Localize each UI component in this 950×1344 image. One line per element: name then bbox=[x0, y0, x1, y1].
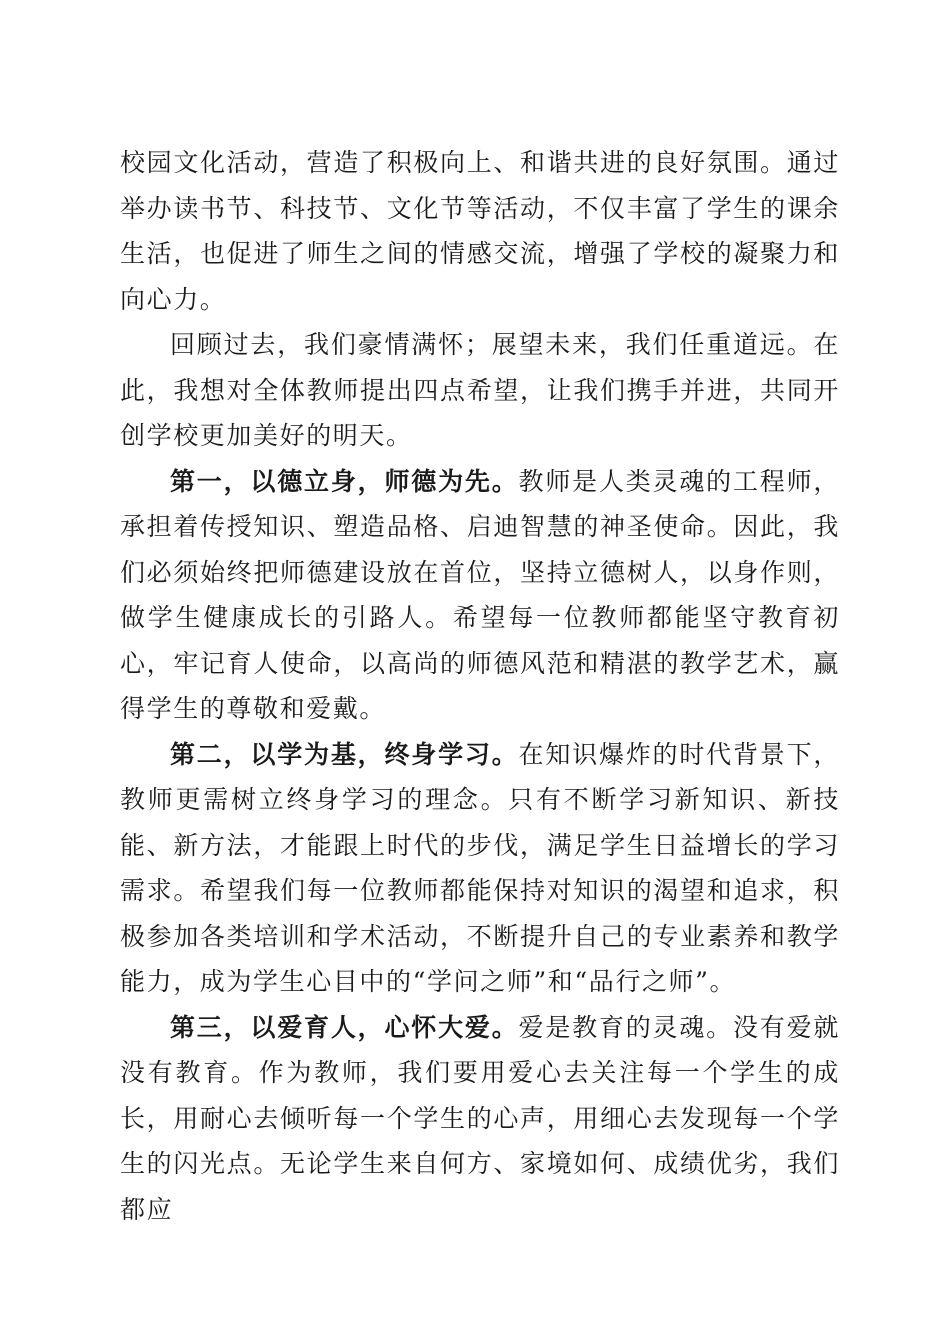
paragraph-2 bbox=[120, 322, 840, 459]
document-body bbox=[120, 140, 840, 1232]
paragraph-1 bbox=[120, 140, 840, 322]
paragraph-3-lead: 第一，以德立身，师德为先。 bbox=[170, 466, 519, 496]
paragraph-4 bbox=[120, 732, 840, 1005]
paragraph-1-text: 校园文化活动，营造了积极向上、和谐共进的良好氛围。通过举办读书节、科技节、文化节等活动，不仅丰富了学生的课余生活，也促进了师生之间的情感交流，增强了学校的凝聚力和向心力。 bbox=[120, 148, 840, 314]
paragraph-3-text: 教师是人类灵魂的工程师，承担着传授知识、塑造品格、启迪智慧的神圣使命。因此，我们必须始终把师德建设放在首位，坚持立德树人，以身作则，做学生健康成长的引路人。希望每一位教师都能坚守教育初心，牢记育人使命，以高尚的师德风范和精湛的教学艺术，赢得学生的尊敬和爱戴。 bbox=[120, 466, 841, 723]
paragraph-4-lead: 第二，以学为基，终身学习。 bbox=[170, 739, 519, 769]
paragraph-5 bbox=[120, 1005, 840, 1233]
paragraph-2-text: 回顾过去，我们豪情满怀；展望未来，我们任重道远。在此，我想对全体教师提出四点希望，让我们携手并进，共同开创学校更加美好的明天。 bbox=[120, 330, 840, 450]
paragraph-4-text: 在知识爆炸的时代背景下，教师更需树立终身学习的理念。只有不断学习新知识、新技能、新方法，才能跟上时代的步伐，满足学生日益增长的学习需求。希望我们每一位教师都能保持对知识的渴望和追求，积极参加各类培训和学术活动，不断提升自己的专业素养和教学能力，成为学生心目中的“学问之师”和“品行之师”。 bbox=[120, 739, 841, 996]
paragraph-5-lead: 第三，以爱育人，心怀大爱。 bbox=[170, 1012, 519, 1042]
paragraph-3 bbox=[120, 459, 840, 732]
paragraph-5-text: 爱是教育的灵魂。没有爱就没有教育。作为教师，我们要用爱心去关注每一个学生的成长，用耐心去倾听每一个学生的心声，用细心去发现每一个学生的闪光点。无论学生来自何方、家境如何、成绩优劣，我们都应 bbox=[120, 1012, 841, 1224]
